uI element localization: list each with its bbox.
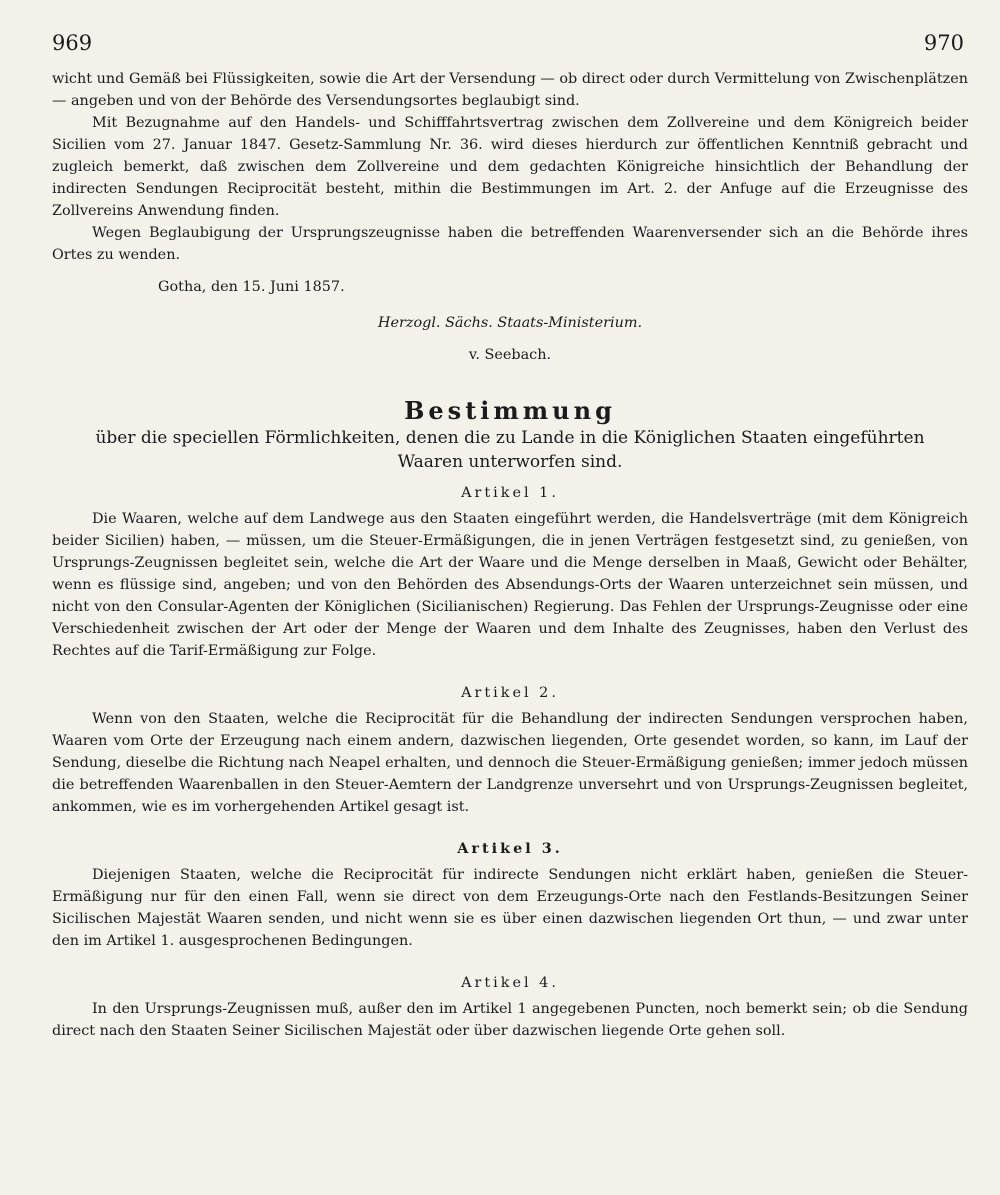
ministry-name: Herzogl. Sächs. Staats-Ministerium.: [377, 315, 643, 331]
article-2-text: Wenn von den Staaten, welche die Reciprocität für die Behandlung der indirecten Sendungen versprochen haben, Waaren vom Orte der Erzeugung nach einem andern, dazwischen liegenden, Orte gesendet worden, so kann, im Lauf der Sendung, dieselbe die Richtung nach Neapel erhalten, und dennoch die Steuer-Ermäßigung genießen; immer jedoch müssen die betreffenden Waarenballen in den Steuer-Aemtern der Landgrenze unversehrt und von Ursprungs-Zeugnissen begleitet, ankommen, wie es im vorhergehenden Artikel gesagt ist.: [52, 711, 968, 815]
article-3-heading: Artikel 3.: [457, 840, 563, 857]
document-subtitle: über die speciellen Förmlichkeiten, denen die zu Lande in die Königlichen Staaten eingeführten Waaren unterworfen sind.: [95, 428, 925, 472]
document-title: Bestimmung: [404, 396, 616, 425]
page-number-left: 969: [52, 31, 93, 55]
page-numbers: [52, 30, 968, 56]
intro-paragraph-continued: wicht und Gemäß bei Flüssigkeiten, sowie die Art der Versendung — ob direct oder durch Vermittelung von Zwischenplätzen — angeben und von der Behörde des Versendungsortes beglaubigt sind.: [52, 71, 968, 109]
article-1-text: Die Waaren, welche auf dem Landwege aus den Staaten eingeführt werden, die Handelsverträge (mit dem Königreich beider Sicilien) haben, — müssen, um die Steuer-Ermäßigungen, die in jenen Verträgen festgesetzt sind, zu genießen, von Ursprungs-Zeugnissen begleitet sein, welche die Art der Waare und die Menge derselben in Maaß, Gewicht oder Behälter, wenn es flüssige sind, angeben; und von den Behörden des Absendungs-Orts der Waaren unterzeichnet sein müssen, und nicht von den Consular-Agenten der Königlichen (Sicilianischen) Regierung. Das Fehlen der Ursprungs-Zeugnisse oder eine Verschiedenheit zwischen der Art oder der Menge der Waaren und dem Inhalte des Zeugnisses, haben den Verlust des Rechtes auf die Tarif-Ermäßigung zur Folge.: [52, 511, 968, 659]
intro-paragraph-treaty: Mit Bezugnahme auf den Handels- und Schifffahrtsvertrag zwischen dem Zollvereine und dem Königreich beider Sicilien vom 27. Januar 1847. Gesetz-Sammlung Nr. 36. wird dieses hierdurch zur öffentlichen Kenntniß gebracht und zugleich bemerkt, daß zwischen dem Zollvereine und dem gedachten Königreiche hinsichtlich der Behandlung der indirecten Sendungen Reciprocität besteht, mithin die Bestimmungen im Art. 2. der Anfuge auf die Erzeugnisse des Zollvereins Anwendung finden.: [52, 115, 968, 219]
article-1-heading: Artikel 1.: [461, 485, 559, 501]
signer-name: v. Seebach.: [468, 347, 552, 363]
article-4-text: In den Ursprungs-Zeugnissen muß, außer den im Artikel 1 angegebenen Puncten, noch bemerkt sein; ob die Sendung direct nach den Staaten Seiner Sicilischen Majestät oder über dazwischen liegende Orte gehen soll.: [52, 1001, 968, 1039]
intro-paragraph-certification: Wegen Beglaubigung der Ursprungszeugnisse haben die betreffenden Waarenversender sich an die Behörde ihres Ortes zu wenden.: [52, 225, 968, 263]
page-number-right: 970: [923, 31, 964, 55]
article-2-heading: Artikel 2.: [461, 685, 559, 701]
article-4-heading: Artikel 4.: [461, 975, 559, 991]
place-date: Gotha, den 15. Juni 1857.: [158, 279, 345, 295]
article-3-text: Diejenigen Staaten, welche die Reciprocität für indirecte Sendungen nicht erklärt haben, genießen die Steuer-Ermäßigung nur für den einen Fall, wenn sie direct von dem Erzeugungs-Orte nach den Festlands-Besitzungen Seiner Sicilischen Majestät Waaren senden, und nicht wenn sie es über einen dazwischen liegenden Ort thun, — und zwar unter den im Artikel 1. ausgesprochenen Bedingungen.: [52, 867, 968, 949]
